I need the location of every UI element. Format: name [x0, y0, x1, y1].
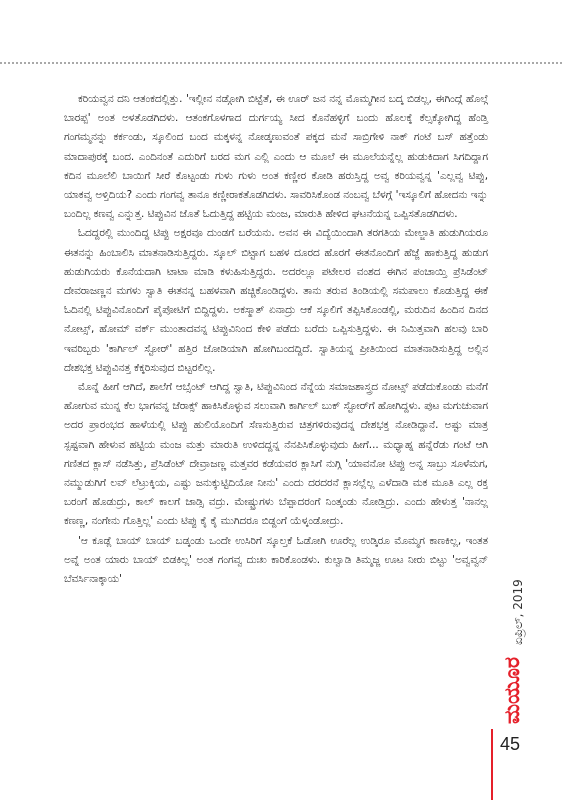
- paragraph: ಕರಿಯವ್ವನ ದನಿ ಆತಂಕದಲ್ಲಿತ್ತು. 'ಇಲ್ಲೀನ ನಡ್ಗೋಗಿ ಬಿಟ್ಟೆತೆ, ಈ ಊರ್ ಜನ ನನ್ನ ಮೊಮ್ಮಗೀನ ಬದ್ಕ ಬಿಡಲ್ಲ, ಈಗಿಂದ್ಗೆ ಹೊಲ್ಗೆ ಬಾರಪ್ಪ' ಅಂತ ಅಳತೊಡಗಿದಳು. ಆತಂಕಗೊಳಗಾದ ದುರ್ಗಯ್ಯ ಸೀದ ಕೊನೆಹಳ್ಳಿಗೆ ಬಂದು ಹೊಲಕ್ಕೆ ಕೆಲ್ಸಕ್ಕೋಗಿದ್ದ ಹೆಂಡ್ತಿ ಗಂಗಮ್ಮನನ್ನು ಕರ್ಕಂಡು, ಸ್ಕೂಲಿಂದ ಬಂದ ಮಕ್ಕಳನ್ನ ನೋಡ್ಕಣುವಂತೆ ಪಕ್ಕದ ಮನೆ ಸಾಬ್ರಿಗೇಳಿ ನಾಕ್ ಗಂಟೆ ಬಸ್ ಹತ್ತೆಂಡು ಮಾದಾಪುರಕ್ಕೆ ಬಂದ. ಎಂದಿನಂತೆ ಎದುರಿಗೆ ಬರದ ಮಗ ಎಲ್ಲಿ ಎಂದು ಆ ಮೂಲೆ ಈ ಮೂಲೆಯನ್ನೆಲ್ಲ ಹುಡುಕಿದಾಗ ಸಿಗದಿದ್ದಾಗ ಕದಿನ ಮೂಲೆಲಿ ಬಾಯಿಗೆ ಸೀರೆ ಕೊಟ್ಟಂಡು ಗುಳು ಗುಳು ಅಂತ ಕಣ್ಣೀರ ಕೋಡಿ ಹರುಸ್ತಿದ್ದ ಅವ್ವ ಕರಿಯವ್ವನ್ನ 'ಎಲ್ಲವ್ವ ಟಿಪ್ಪು, ಯಾಕವ್ವ ಅಳ್ತಿದಿಯ? ಎಂದು ಗಂಗವ್ವ ತಾನೂ ಕಣ್ಣೀರಾಕತೊಡಗಿದಳು. ಸಾವರಿಸಿಕೊಂಡ ನಂಬವ್ವ ಬೆಳಗ್ಗೆ 'ಇಸ್ಕೂಲಿಗೆ ಹೋದನು ಇನ್ನು ಬಂದಿಲ್ಲ ಕಣವ್ವ ಎನ್ನುತ್ತ. ಟಿಪ್ಪುವಿನ ಜೊತೆ ಓದುತ್ತಿದ್ದ ಹಟ್ಟಿಯ ಮಂಜ, ಮಾರುತಿ ಹೇಳಿದ ಘಟನೆಯನ್ನ ಒಪ್ಪಿಸತೊಡಗಿದಳು.: [64, 93, 488, 221]
- paragraph: ಮೊನ್ನೆ ಹೀಗೆ ಆಗಿದೆ, ಶಾಲೆಗೆ ಆಬ್ಸೆಂಟ್ ಆಗಿದ್ದ ಸ್ವಾತಿ, ಟಿಪ್ಪುವಿನಿಂದ ನೆನ್ನೆಯ ಸಮಾಜಶಾಸ್ತ್ರದ ನೋಟ್ಸ್ ಪಡೆದುಕೊಂಡು ಮನೆಗೆ ಹೋಗುವ ಮುನ್ನ ಕೆಲ ಭಾಗವನ್ನ ಜೆರಾಕ್ಸ್ ಹಾಕಿಸಿಕೊಳ್ಳುವ ಸಲುವಾಗಿ ಕಾರ್ಗಿಲ್ ಬುಕ್ ಸ್ಟೋರ್‌ಗೆ ಹೋಗಿದ್ದಳು. ಪುಟ ಮಗುಚುವಾಗ ಅದರ ಪ್ರಾರಂಭದ ಹಾಳೆಯಲ್ಲಿ ಟಿಪ್ಪು ಹುಲಿಯೊಂದಿಗೆ ಸೆಣಸುತ್ತಿರುವ ಚಿತ್ರಗಳಿರುವುದನ್ನ ದೇಶಭಕ್ತ ನೋಡಿದ್ದಾನೆ. ಅಷ್ಟು ಮಾತ್ರ ಸ್ಪಷ್ಟವಾಗಿ ಹೇಳುವ ಹಟ್ಟಿಯ ಮಂಜ ಮತ್ತು ಮಾರುತಿ ಉಳಿದದ್ದನ್ನ ನೆನಪಿಸಿಕೊಳ್ಳುವುದು ಹೀಗೆ... ಮಧ್ಯಾಹ್ನ ಹನ್ನೆರೆಡು ಗಂಟೆ ಆಗಿ ಗಣಿತದ ಕ್ಲಾಸ್ ನಡೆಸಿತ್ತು, ಪ್ರೆಸಿಡೆಂಟ್ ದೇವ್ರಾಜಣ್ಣ ಮತ್ತವರ ಕಡೆಯವರ ಕ್ಲಾಸಿಗೆ ನುಗ್ಗಿ 'ಯಾವನೋ ಟಿಪ್ಪು ಅನ್ನ ಸಾಬ್ರು ಸೂಳೆಮಗ, ನಮ್ಮುಡುಗಿಗೆ ಲವ್ ಲೆಟ್ರುಕ್ಕಿಯ, ಎಷ್ಟು ಜನುಕ್ಕುಟ್ಟಿದಿಯೋ ನೀನು' ಎಂದು ದರದರನೆ ಕ್ಲಾಸಲ್ಲೆಲ್ಲ ಎಳೆದಾಡಿ ಮಕ ಮೂತಿ ಎಲ್ಲ ರಕ್ತ ಬರಂಗೆ ಹೊಡುದ್ರು, ಕಾಲ್ ಕಾಲಗೆ ಜಾಡ್ಸಿ ವದ್ರು. ಮೇಷ್ಟ್ರುಗಳು ಬೆಪ್ಪಾದರಂಗೆ ನಿಂತ್ಕಂಡು ನೋಡ್ತಿದ್ರು. ಎಂದು ಹೇಳುತ್ತ 'ನಾನಲ್ಲ ಕಣಣ್ಣ, ನಂಗೇನು ಗೊತ್ತಿಲ್ಲ' ಎಂದು ಟಿಪ್ಪು ಕೈ ಕೈ ಮುಗಿದರೂ ಬಿಡ್ದಂಗೆ ಯೆಳ್ಕಂಡೋದ್ರು.: [64, 381, 488, 528]
- article-body: [64, 90, 488, 589]
- dotted-header-rule: [0, 62, 562, 64]
- paragraph: 'ಆ ಕೂಡ್ಲೆ ಬಾಯ್ ಬಾಯ್ ಬಡ್ಕಂಡು ಒಂದೇ ಉಸಿರಿಗೆ ಸ್ಕೂಲ್ತಕೆ ಓಡೋಗಿ ಊರೆಲ್ಲ ಉಡ್ಕಿರೂ ಮೊಮ್ಮಗ ಕಾಣಕಿಲ್ಲ, ಇಂತತ ಅವ್ನೆ ಅಂತ ಯಾರು ಬಾಯ್ ಬಿಡಕಿಲ್ಲ' ಅಂತ ಗಂಗವ್ವ ದುಃಖ ಕಾರಿಕೊಂಡಳು. ಕುಲ್ವಾಡಿ ತಿಮ್ಮಜ್ಜ ಊಟ ನೀರು ಬಿಟ್ಟು 'ಅವ್ವವ್ವನ್ ಬೆವರ್ಸಿನಾಕ್ಕಾಯ': [64, 534, 488, 586]
- page-number: 45: [500, 734, 521, 754]
- magazine-name: ಮಯೂರ: [500, 657, 524, 724]
- side-rule: [491, 729, 493, 800]
- issue-date: ಏಪ್ರಿಲ್, 2019: [511, 579, 525, 645]
- paragraph: ಓದದ್ದರಲ್ಲಿ ಮುಂದಿದ್ದ ಟಿಪ್ಪು ಅಕ್ಷರವೂ ದುಂಡಗೆ ಬರೆಯನು. ಅವನ ಈ ವಿದ್ಯೆಯಿಂದಾಗಿ ತರಗತಿಯ ಮೇಲ್ಜಾತಿ ಹುಡುಗಿಯರೂ ಈತನನ್ನು ಹಿಂಬಾಲಿಸಿ ಮಾತನಾಡಿಸುತ್ತಿದ್ದರು. ಸ್ಕೂಲ್ ಬಿಟ್ಟಾಗ ಬಹಳ ದೂರದ ಹೊರಗೆ ಈತನೊಂದಿಗೆ ಹೆಜ್ಜೆ ಹಾಕುತ್ತಿದ್ದ ಹುಡುಗ ಹುಡುಗಿಯರು ಕೊನೆಯದಾಗಿ ಟಾಟಾ ಮಾಡಿ ಕಳುಹಿಸುತ್ತಿದ್ದರು. ಅದರಲ್ಲೂ ಪಟೇಲರ ವಂಶದ ಈಗಿನ ಪಂಚಾಯ್ತಿ ಪ್ರೆಸಿಡೆಂಟ್ ದೇವರಾಜಣ್ಣನ ಮಗಳು ಸ್ವಾತಿ ಈತನನ್ನ ಬಹಳವಾಗಿ ಹಚ್ಚಿಕೊಂಡಿದ್ದಳು. ತಾನು ತರುವ ತಿಂಡಿಯಲ್ಲಿ ಸಮಪಾಲು ಕೊಡುತ್ತಿದ್ದ ಈಕೆ ಓದಿನಲ್ಲಿ ಟಿಪ್ಪುವಿನೊಂದಿಗೆ ಪೈಪೋಟಿಗೆ ಬಿದ್ದಿದ್ದಳು. ಅಕಸ್ಮಾತ್ ಏನಾದ್ರು ಆಕೆ ಸ್ಕೂಲಿಗೆ ತಪ್ಪಿಸಿಕೊಂಡಲ್ಲಿ, ಮರುದಿನ ಹಿಂದಿನ ದಿನದ ನೋಟ್ಸ್, ಹೋಮ್ ವರ್ಕ್ ಮುಂತಾದವನ್ನ ಟಿಪ್ಪುವಿನಿಂದ ಕೇಳಿ ಪಡೆದು ಬರೆದು ಒಪ್ಪಿಸುತ್ತಿದ್ದಳು. ಈ ನಿಮಿತ್ತವಾಗಿ ಹಲವು ಬಾರಿ ಇವರಿಬ್ಬರು 'ಕಾರ್ಗಿಲ್ ಸ್ಟೋರ್' ಹತ್ತಿರ ಜೋಡಿಯಾಗಿ ಹೋಗಿಬಂದದ್ದಿದೆ. ಸ್ವಾತಿಯನ್ನ ಪ್ರೀತಿಯಿಂದ ಮಾತನಾಡಿಸುತ್ತಿದ್ದ ಅಲ್ಲಿನ ದೇಶಭಕ್ತ ಟಿಪ್ಪುವಿನತ್ತ ಕೆಕ್ಕರಿಸುವುದ ಬಿಟ್ಟರಲಿಲ್ಲ.: [64, 227, 488, 374]
